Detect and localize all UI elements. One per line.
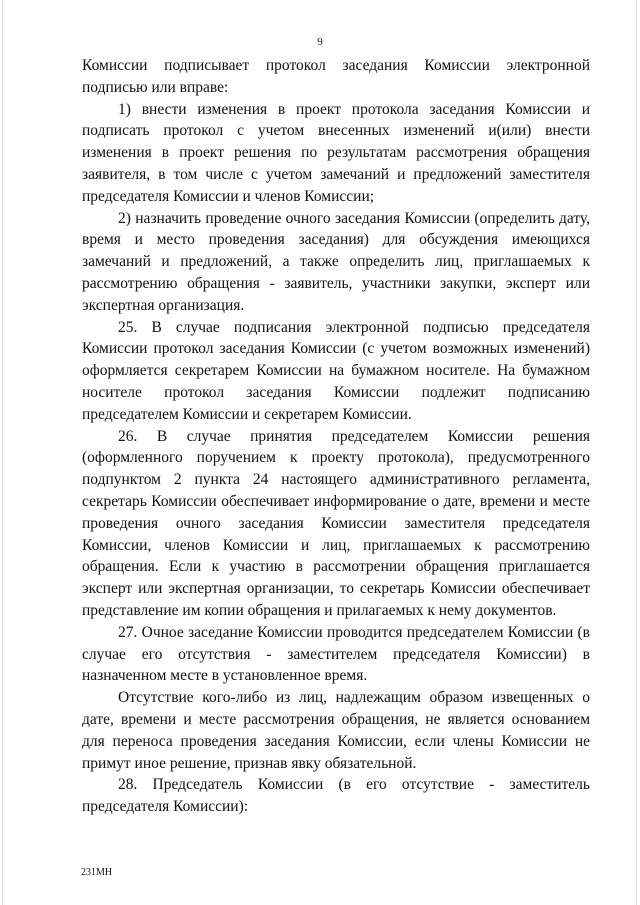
paragraph-item-28: 28. Председатель Комиссии (в его отсутствие - заместитель председателя Комиссии): bbox=[82, 776, 590, 816]
scan-edge-left bbox=[2, 0, 3, 905]
page-number: 9 bbox=[317, 36, 323, 48]
paragraph-item-26: 26. В случае принятия председателем Комиссии решения (оформленного поручением к проекту протокола), предусмотренного подпунктом 2 пункта 24 настоящего административного регламента, секретарь Комиссии обеспечивает информирование о дате, времени и месте проведения очного заседания Комиссии заместителя председателя Комиссии, членов Комиссии и лиц, приглашаемых к рассмотрению обращения. Если к участию в рассмотрении обращения приглашается эксперт или экспертная организации, то секретарь Комиссии обеспечивает представление им копии обращения и прилагаемых к нему документов. bbox=[82, 427, 590, 619]
paragraph-absence-clause: Отсутствие кого-либо из лиц, надлежащим образом извещенных о дате, времени и месте рассмотрения обращения, не является основанием для переноса проведения заседания Комиссии, если члены Комиссии не примут иное решение, признав явку обязательной. bbox=[82, 689, 590, 772]
paragraph-item-25: 25. В случае подписания электронной подписью председателя Комиссии протокол заседания Комиссии (с учетом возможных изменений) оформляется секретарем Комиссии на бумажном носителе. На бумажном носителе протокол заседания Комиссии подлежит подписанию председателем Комиссии и секретарем Комиссии. bbox=[82, 318, 590, 423]
footer-code: 231МН bbox=[81, 867, 113, 878]
document-body bbox=[82, 55, 590, 818]
paragraph-item-27: 27. Очное заседание Комиссии проводится председателем Комиссии (в случае его отсутствия - заместителем председателя Комиссии) в назначенном месте в установленное время. bbox=[82, 623, 590, 685]
scan-edge-right bbox=[636, 0, 637, 905]
paragraph-subitem-1: 1) внести изменения в проект протокола заседания Комиссии и подписать протокол с учетом внесенных изменений и(или) внести изменения в проект решения по результатам рассмотрения обращения заявителя, в том числе с учетом замечаний и предложений заместителя председателя Комиссии и членов Комиссии; bbox=[82, 100, 590, 205]
paragraph-continuation: Комиссии подписывает протокол заседания Комиссии электронной подписью или вправе: bbox=[82, 57, 590, 96]
paragraph-subitem-2: 2) назначить проведение очного заседания Комиссии (определить дату, время и место проведения заседания) для обсуждения имеющихся замечаний и предложений, а также определить лиц, приглашаемых к рассмотрению обращения - заявитель, участники закупки, эксперт или экспертная организация. bbox=[82, 209, 590, 314]
